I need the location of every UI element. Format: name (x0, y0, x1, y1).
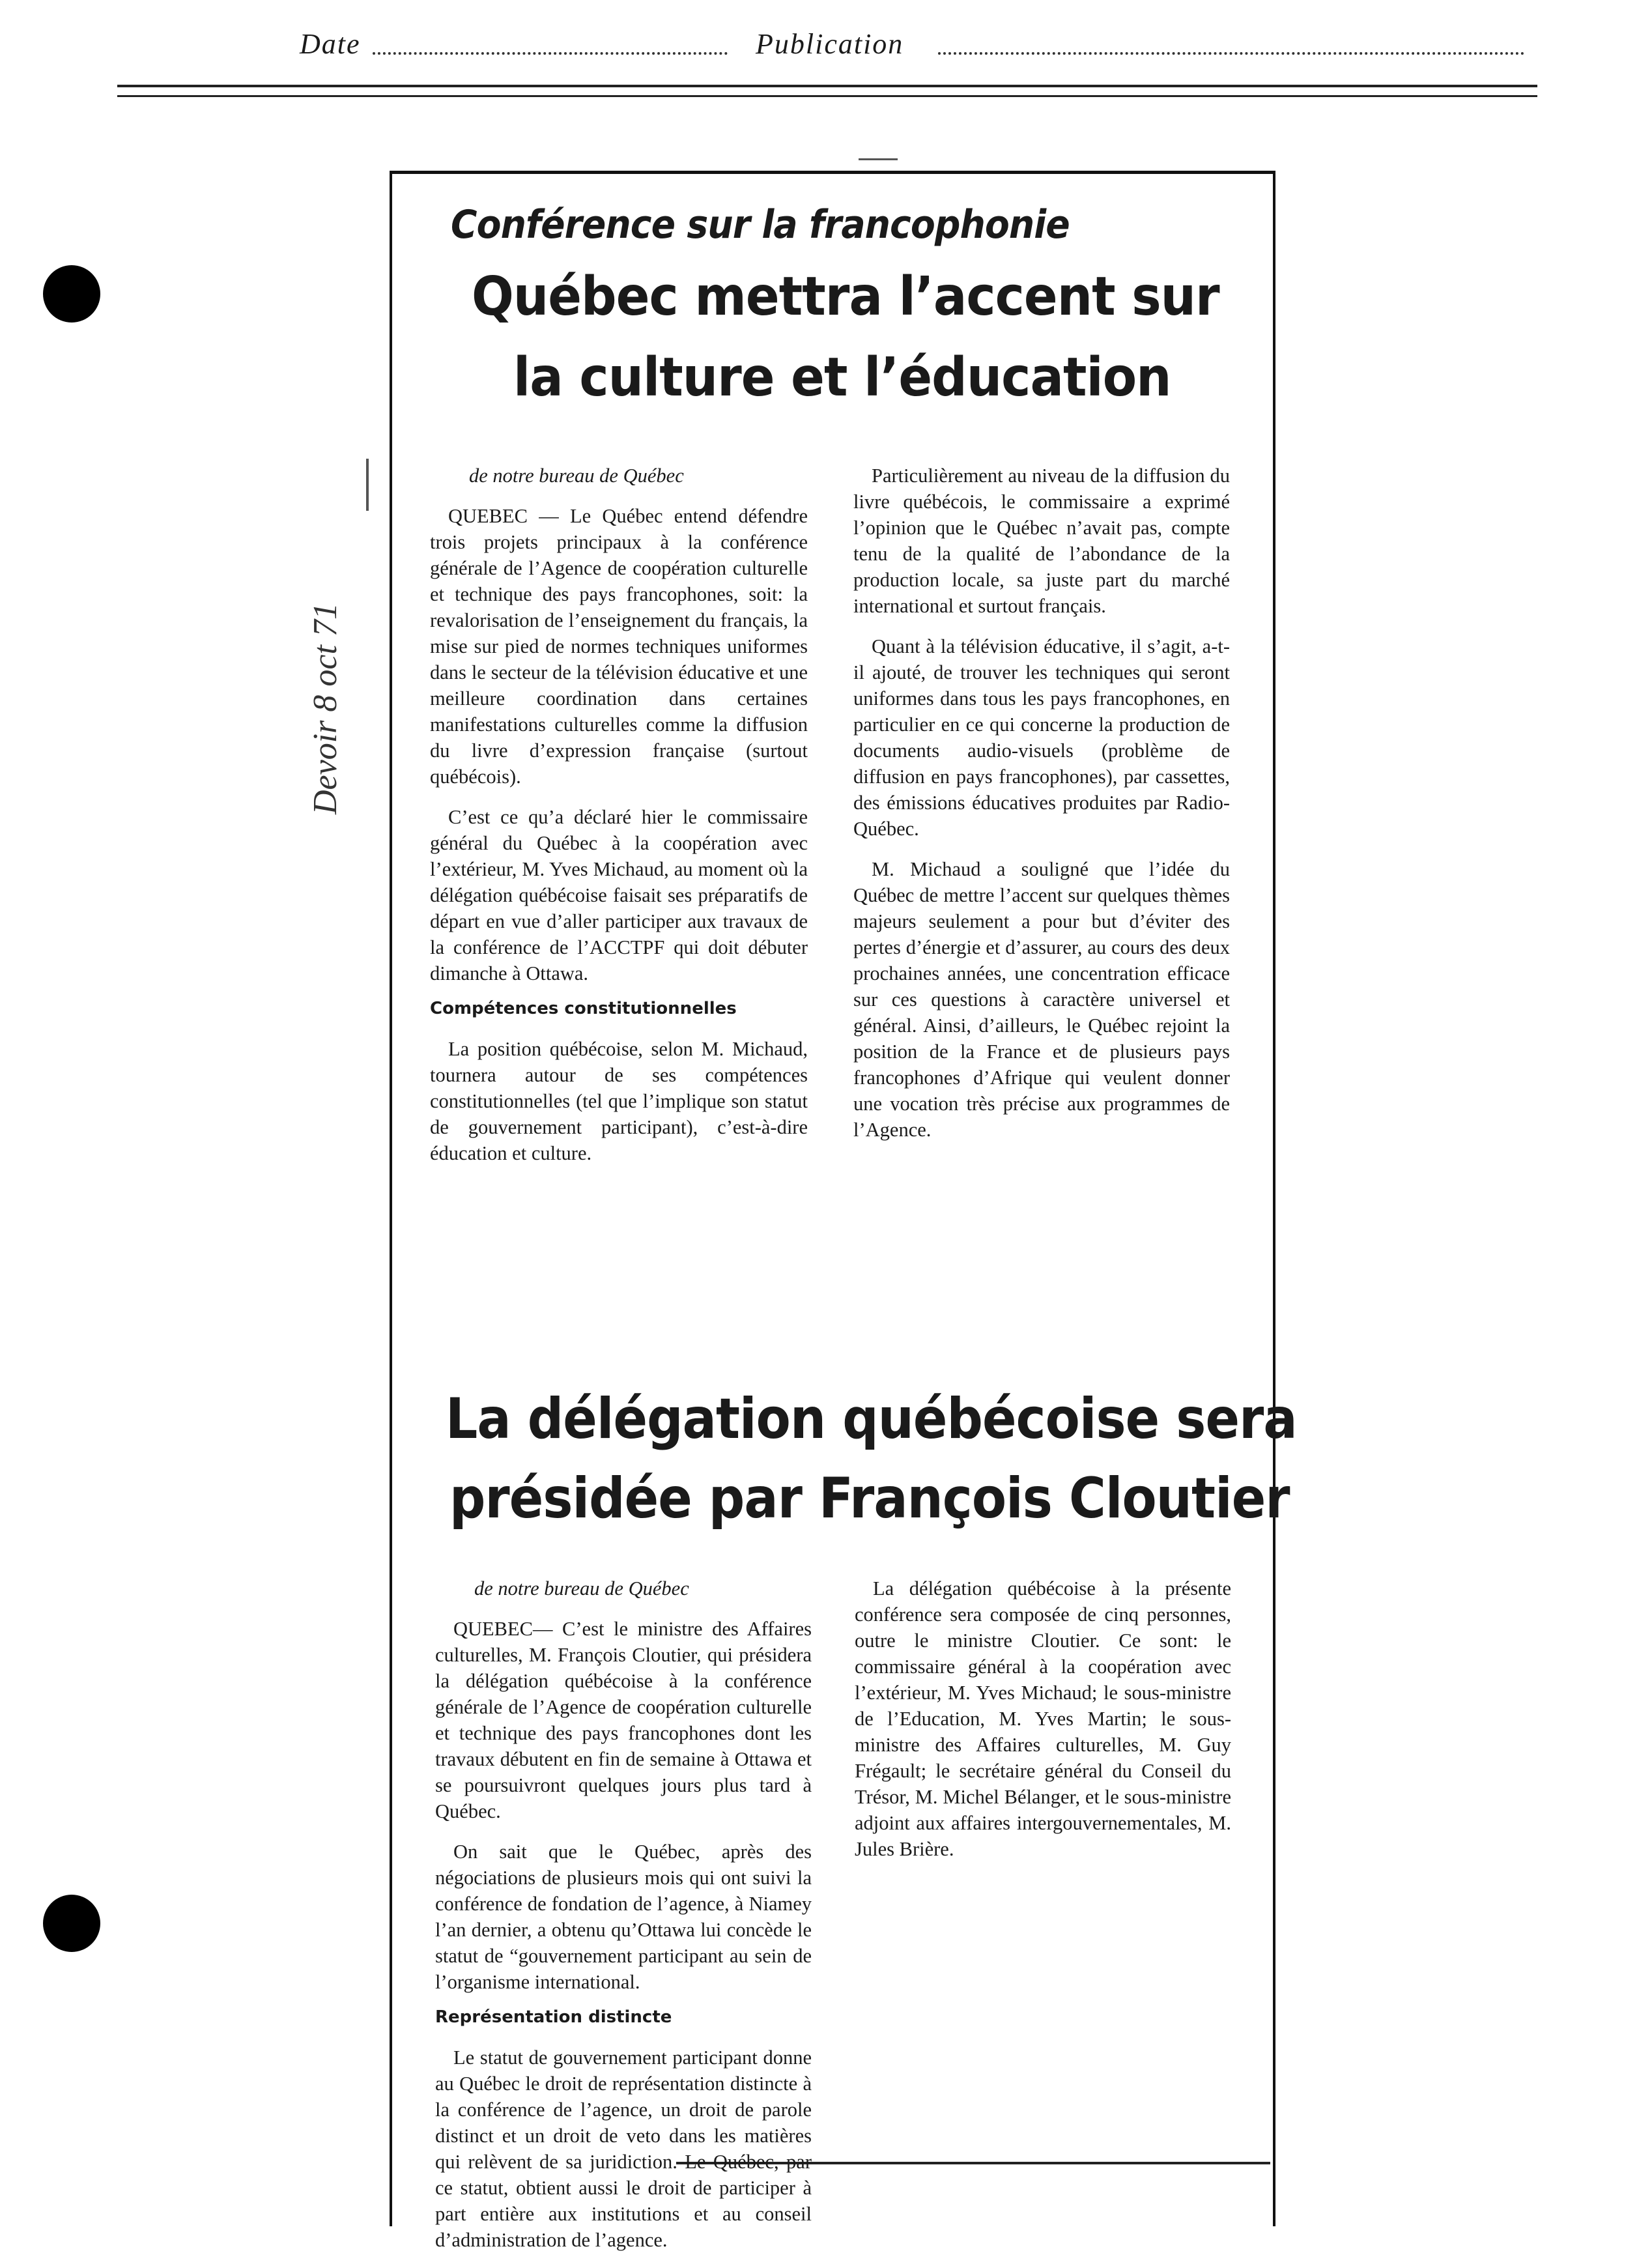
article2-column-left (435, 1575, 812, 2253)
article1-column-right (853, 463, 1230, 1143)
article2-column-right (855, 1575, 1231, 1862)
article1-paragraph: Particulièrement au niveau de la diffusion du livre québécois, le commissaire a exprimé l’opinion que le Québec n’avait pas, compte tenu de la qualité de l’abondance de la production locale, sa juste part du marché international et surtout français. (853, 465, 1230, 617)
article1-subhead: Compétences constitutionnelles (430, 999, 737, 1018)
header-rule-top (117, 85, 1537, 87)
article2-title-line1: La délégation québécoise sera (446, 1386, 1297, 1452)
article1-title-line2: la culture et l’éducation (513, 347, 1171, 409)
publication-label: Publication (756, 28, 904, 60)
clipping-header (300, 27, 1524, 66)
article1-kicker: Conférence sur la francophonie (451, 202, 1070, 248)
article1-paragraph: La position québécoise, selon M. Michaud, tournera autour de ses compétences constitutionnelles (tel que l’implique son statut de gouvernement participant), c’est-à-dire éducation et culture. (430, 1038, 808, 1164)
punch-hole-top (43, 265, 100, 323)
article2-paragraph: La délégation québécoise à la présente conférence sera composée de cinq personnes, outre le ministre Cloutier. Ce sont: le commissaire général à la coopération avec l’extérieur, M. Yves Michaud; le sous-ministre de l’Education, M. Yves Martin; le sous-ministre des Affaires culturelles, M. Guy Frégault; le secrétaire général du Conseil du Trésor, M. Michel Bélanger, et le sous-ministre adjoint aux affaires intergouvernementales, M. Jules Brière. (855, 1577, 1231, 1860)
article2-subhead: Représentation distincte (435, 2007, 672, 2027)
scan-mark (366, 459, 369, 511)
article2-paragraph: On sait que le Québec, après des négociations de plusieurs mois qui ont suivi la conférence de fondation de l’agence, à Niamey l’an dernier, a obtenu qu’Ottawa lui concède le statut de “gouvernement participant au sein de l’organisme international. (435, 1841, 812, 1993)
article1-column-left (430, 463, 808, 1166)
date-dotted-line (373, 52, 728, 55)
article2-title-line2: présidée par François Cloutier (449, 1466, 1290, 1531)
article2-paragraph: QUEBEC— C’est le ministre des Affaires culturelles, M. François Cloutier, qui présidera la délégation québécoise à la conférence générale de l’Agence de coopération culturelle et technique des pays francophones dont les travaux débutent en fin de semaine à Ottawa et se poursuivront quelques jours plus tard à Québec. (435, 1618, 812, 1822)
header-rule-bottom (117, 95, 1537, 97)
article2-byline: de notre bureau de Québec (474, 1577, 689, 1600)
publication-dotted-line (938, 52, 1524, 55)
handwritten-date-note: Devoir 8 oct 71 (307, 603, 344, 814)
punch-hole-bottom (43, 1895, 100, 1952)
article1-paragraph: Quant à la télévision éducative, il s’agit, a-t-il ajouté, de trouver les techniques qui seront uniformes dans tous les pays francophones, en particulier en ce qui concerne la production de documents audio-visuels (problème de diffusion en pays francophones), par cassettes, des émissions éducatives produites par Radio-Québec. (853, 635, 1230, 840)
article1-paragraph: C’est ce qu’a déclaré hier le commissaire général du Québec à la coopération avec l’extérieur, M. Yves Michaud, au moment où la délégation québécoise faisait ses préparatifs de départ en vue d’aller participer aux travaux de la conférence de l’ACCTPF qui doit débuter dimanche à Ottawa. (430, 806, 808, 984)
article1-paragraph: QUEBEC — Le Québec entend défendre trois projets principaux à la conférence générale de l’Agence de coopération culturelle et technique des pays francophones, soit: la revalorisation de l’enseignement du français, la mise sur pied de normes techniques uniformes dans le secteur de la télévision éducative et une meilleure coordination dans certaines manifestations culturelles comme la diffusion du livre d’expression française (surtout québécois). (430, 505, 808, 788)
date-label: Date (300, 28, 361, 60)
scan-mark (859, 158, 898, 160)
article1-paragraph: M. Michaud a souligné que l’idée du Québec de mettre l’accent sur quelques thèmes majeurs seulement a pour but d’éviter des pertes d’énergie et d’assurer, au cours des deux prochaines années, une concentration efficace sur ces questions à caractère universel et général. Ainsi, d’ailleurs, le Québec rejoint la position de la France et de plusieurs pays francophones d’Afrique qui veulent donner une vocation très précise aux programmes de l’Agence. (853, 858, 1230, 1141)
article1-byline: de notre bureau de Québec (469, 465, 684, 487)
article2-paragraph: Le statut de gouvernement participant donne au Québec le droit de représentation distincte à la conférence de l’agence, un droit de parole distinct et un droit de veto dans les matières qui relèvent de sa juridiction. Le Québec, par ce statut, obtient aussi le droit de participer à part entière aux institutions et au conseil d’administration de l’agence. (435, 2046, 812, 2251)
article1-title-line1: Québec mettra l’accent sur (472, 266, 1219, 328)
